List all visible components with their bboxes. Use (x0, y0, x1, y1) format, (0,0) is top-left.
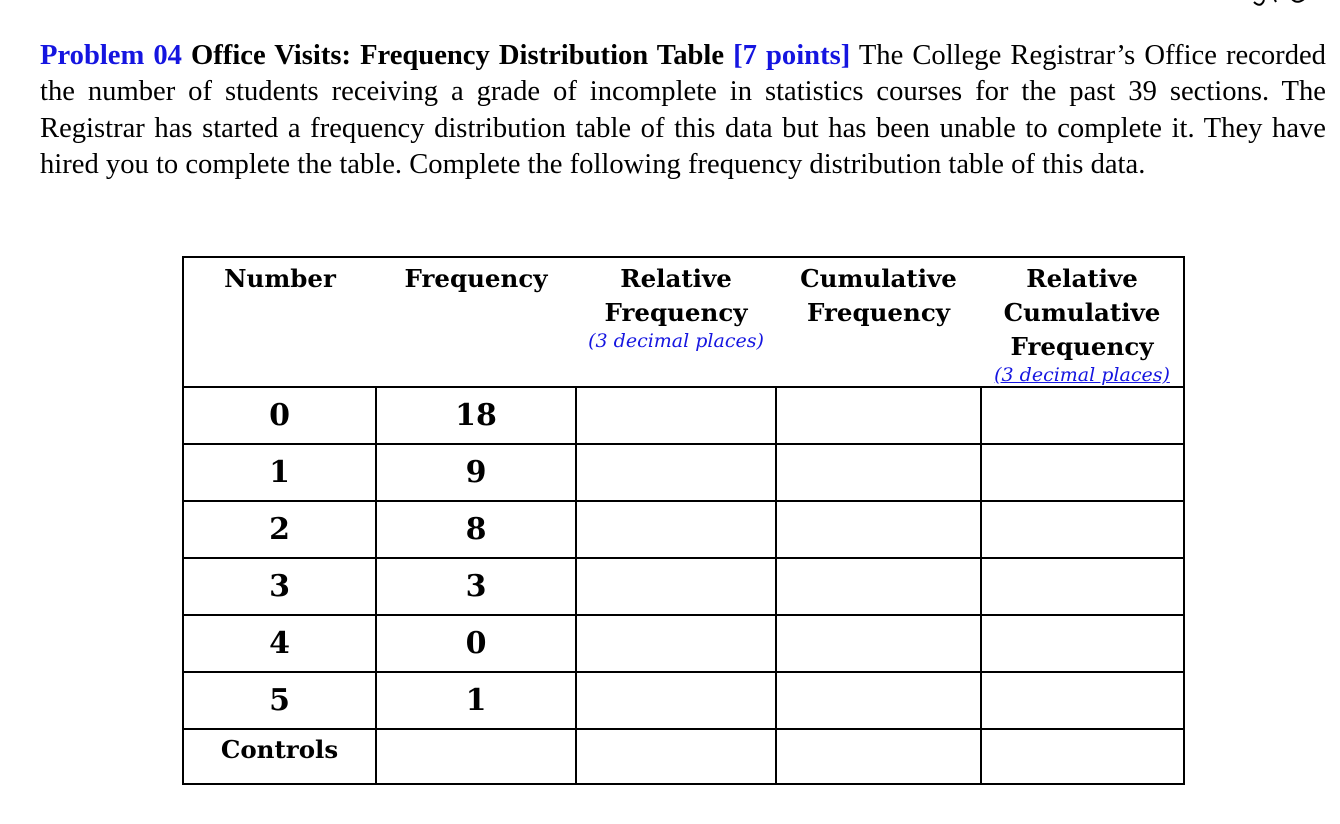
cell-relative-cumulative-frequency[interactable] (981, 672, 1184, 729)
table-row (183, 444, 1184, 501)
header-line: Frequency (807, 298, 950, 327)
table-row (183, 672, 1184, 729)
cell-relative-cumulative-frequency[interactable] (981, 558, 1184, 615)
cell-cumulative-frequency[interactable] (776, 615, 981, 672)
controls-relative-cumulative-frequency-cell[interactable] (981, 729, 1184, 784)
header-line: Relative (1026, 264, 1138, 293)
header-number (183, 257, 376, 387)
header-line: Frequency (1010, 332, 1154, 361)
table-row (183, 615, 1184, 672)
controls-label: Controls (183, 729, 376, 784)
problem-body: The College Registrar’s Office recorded the number of students receiving a grade of incomplete in statistics courses for the past 39 sections. The Registrar has started a frequency distribution table of this data but has been unable to complete it. They have hired you to complete the table. Complete the following frequency distribution table of this data. (40, 40, 1326, 181)
problem-title: Office Visits: Frequency Distribution Table (191, 40, 725, 71)
table-row (183, 387, 1184, 444)
cell-cumulative-frequency[interactable] (776, 672, 981, 729)
cell-relative-frequency[interactable] (576, 558, 776, 615)
cell-relative-cumulative-frequency[interactable] (981, 444, 1184, 501)
header-frequency-label: Frequency (404, 264, 548, 293)
header-relative-frequency (576, 257, 776, 387)
controls-cumulative-frequency-cell[interactable] (776, 729, 981, 784)
problem-statement (40, 38, 1326, 184)
cell-cumulative-frequency[interactable] (776, 387, 981, 444)
header-frequency (376, 257, 576, 387)
cell-relative-frequency[interactable] (576, 615, 776, 672)
table-row (183, 501, 1184, 558)
frequency-distribution-table (182, 256, 1185, 785)
cell-frequency: 8 (376, 501, 576, 558)
cell-cumulative-frequency[interactable] (776, 558, 981, 615)
header-line: Frequency (604, 298, 748, 327)
cell-relative-frequency[interactable] (576, 672, 776, 729)
cell-relative-cumulative-frequency[interactable] (981, 615, 1184, 672)
controls-frequency-cell[interactable] (376, 729, 576, 784)
cell-relative-frequency[interactable] (576, 444, 776, 501)
cell-cumulative-frequency[interactable] (776, 501, 981, 558)
header-relative-cumulative-frequency (981, 257, 1184, 387)
header-note: (3 decimal places) (588, 330, 764, 352)
table-row (183, 558, 1184, 615)
cell-frequency: 0 (376, 615, 576, 672)
header-line: Cumulative (1003, 298, 1161, 327)
cell-number: 2 (183, 501, 376, 558)
cell-number: 3 (183, 558, 376, 615)
header-note: (3 decimal places) (994, 364, 1170, 386)
cell-frequency: 3 (376, 558, 576, 615)
cell-number: 5 (183, 672, 376, 729)
handwritten-mark-icon (1252, 0, 1332, 20)
header-line: Cumulative (800, 264, 957, 293)
header-cumulative-frequency (776, 257, 981, 387)
problem-label: Problem 04 (40, 40, 182, 71)
cell-cumulative-frequency[interactable] (776, 444, 981, 501)
header-number-label: Number (224, 264, 336, 293)
header-line: Relative (620, 264, 732, 293)
cell-relative-cumulative-frequency[interactable] (981, 501, 1184, 558)
cell-number: 1 (183, 444, 376, 501)
cell-relative-cumulative-frequency[interactable] (981, 387, 1184, 444)
table-header-row (183, 257, 1184, 387)
cell-frequency: 9 (376, 444, 576, 501)
cell-number: 0 (183, 387, 376, 444)
cell-frequency: 1 (376, 672, 576, 729)
cell-relative-frequency[interactable] (576, 387, 776, 444)
cell-frequency: 18 (376, 387, 576, 444)
problem-points: [7 points] (733, 40, 851, 71)
cell-relative-frequency[interactable] (576, 501, 776, 558)
controls-relative-frequency-cell[interactable] (576, 729, 776, 784)
controls-row (183, 729, 1184, 784)
cell-number: 4 (183, 615, 376, 672)
